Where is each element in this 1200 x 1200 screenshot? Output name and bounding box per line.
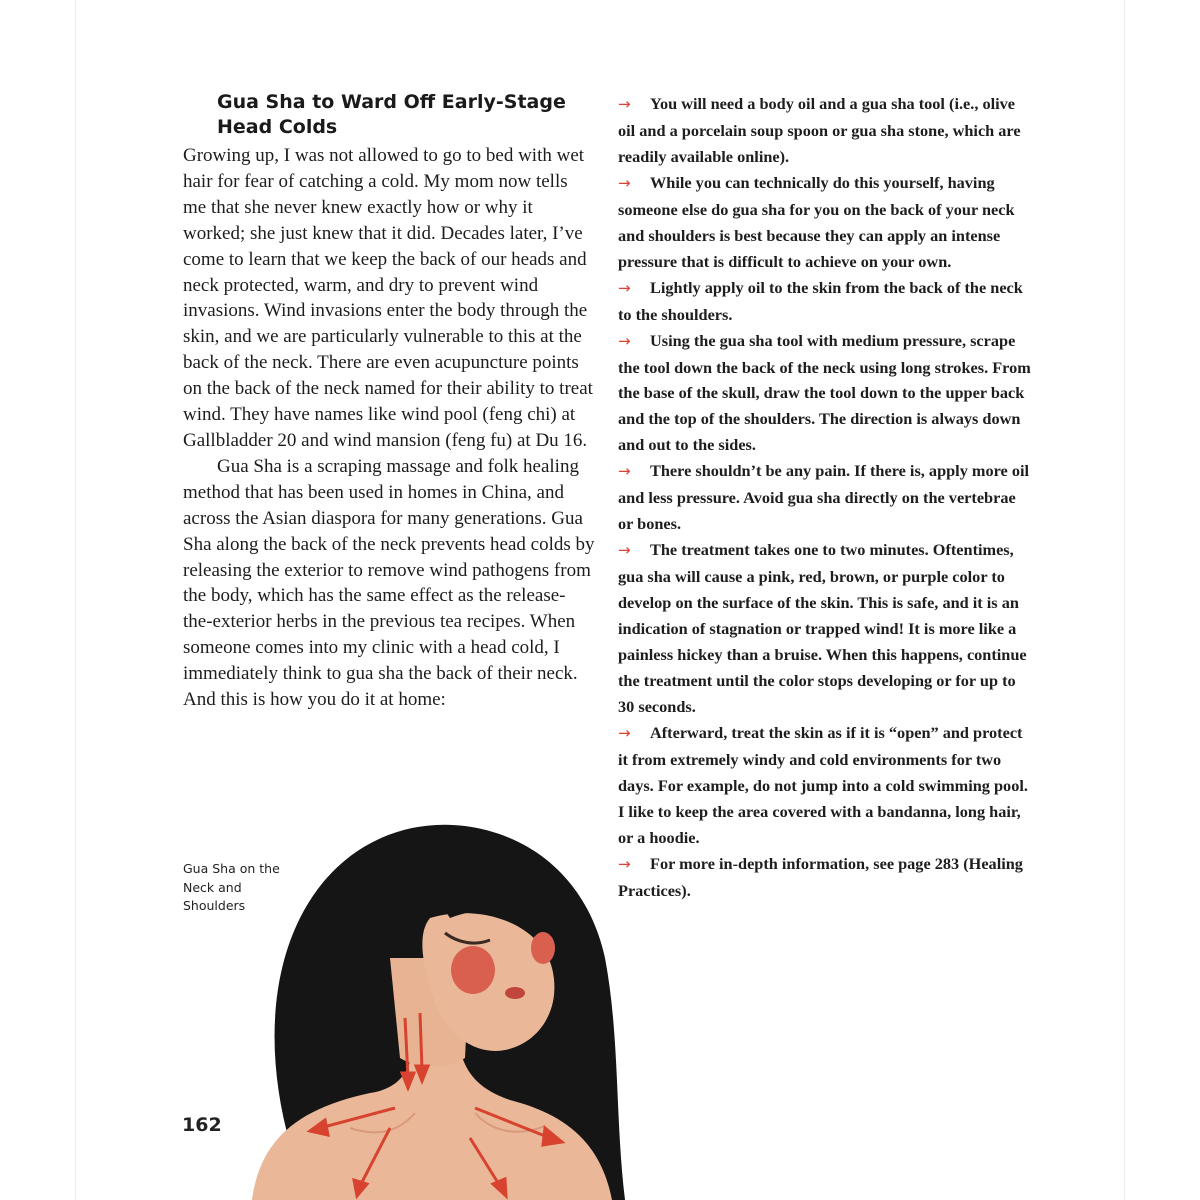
arrow-right-icon: → xyxy=(618,462,631,481)
cheek-right xyxy=(531,932,555,964)
arrow-right-icon: → xyxy=(618,854,631,873)
gua-sha-neck-illustration xyxy=(240,808,640,1200)
list-item-text: The treatment takes one to two minutes. Oftentimes, gua sha will cause a pink, red, brown, or purple color to develop on the surface of the skin. This is safe, and it is an indication of stagnation or trapped wind! It is more like a painless hickey than a bruise. When this happens, continue the treatment until the color stops developing or for up to 30 seconds. xyxy=(618,540,1027,716)
instruction-list xyxy=(618,91,1032,904)
cheek-left xyxy=(451,946,495,994)
list-item-text: Afterward, treat the skin as if it is “open” and protect it from extremely windy and cold environments for two days. For example, do not jump into a cold swimming pool. I like to keep the area covered with a bandanna, long hair, or a hoodie. xyxy=(618,722,1028,847)
list-item xyxy=(618,458,1032,537)
list-item xyxy=(618,275,1032,328)
list-item-text: For more in-depth information, see page 283 (Healing Practices). xyxy=(618,853,1023,900)
list-item xyxy=(618,537,1032,720)
illustration-caption: Gua Sha on the Neck and Shoulders xyxy=(183,861,280,913)
mouth xyxy=(505,987,525,999)
intro-text xyxy=(183,143,595,713)
page-number: 162 xyxy=(182,1114,222,1136)
arrow-right-icon: → xyxy=(618,173,631,192)
arrow-right-icon: → xyxy=(618,723,631,742)
list-item-text: Lightly apply oil to the skin from the back of the neck to the shoulders. xyxy=(618,277,1023,324)
arrow-right-icon: → xyxy=(618,541,631,560)
list-item-text: While you can technically do this yourself, having someone else do gua sha for you on the back of your neck and shoulders is best because they can apply an intense pressure that is difficult to achieve on your own. xyxy=(618,172,1015,271)
arrow-right-icon: → xyxy=(618,278,631,297)
list-item xyxy=(618,720,1032,851)
list-item-text: Using the gua sha tool with medium pressure, scrape the tool down the back of the neck using long strokes. From the base of the skull, draw the tool down to the upper back and the top of the shoulders. The direction is always down and out to the sides. xyxy=(618,330,1031,455)
arrow-right-icon: → xyxy=(618,331,631,350)
arrow-right-icon: → xyxy=(618,95,631,113)
list-item xyxy=(618,170,1032,275)
intro-paragraph-1: Growing up, I was not allowed to go to bed with wet hair for fear of catching a cold. My mom now tells me that she never knew exactly how or why it worked; she just knew that it did. Decades later, I’ve come to learn that we keep the back of our heads and neck protected, warm, and dry to prevent wind invasions. Wind invasions enter the body through the skin, and we are particularly vulnerable to this at the back of the neck. There are even acupuncture points on the back of the neck named for their ability to treat wind. They have names like wind pool (feng chi) at Gallbladder 20 and wind mansion (feng fu) at Du 16. xyxy=(183,145,593,451)
list-item xyxy=(618,91,1032,170)
list-item-text: There shouldn’t be any pain. If there is, apply more oil and less pressure. Avoid gua sha directly on the vertebrae or bones. xyxy=(618,461,1030,534)
list-item xyxy=(618,328,1032,459)
list-item xyxy=(618,851,1032,904)
section-heading: Gua Sha to Ward Off Early-Stage Head Colds xyxy=(217,91,566,138)
list-item-text: You will need a body oil and a gua sha tool (i.e., olive oil and a porcelain soup spoon or gua sha stone, which are readily available online). xyxy=(618,94,1021,166)
intro-paragraph-2: Gua Sha is a scraping massage and folk healing method that has been used in homes in China, and across the Asian diaspora for many generations. Gua Sha along the back of the neck prevents head colds by releasing the exterior to remove wind pathogens from the body, which has the same effect as the release-the-exterior herbs in the previous tea recipes. When someone comes into my clinic with a head cold, I immediately think to gua sha the back of their neck. And this is how you do it at home: xyxy=(183,455,595,711)
